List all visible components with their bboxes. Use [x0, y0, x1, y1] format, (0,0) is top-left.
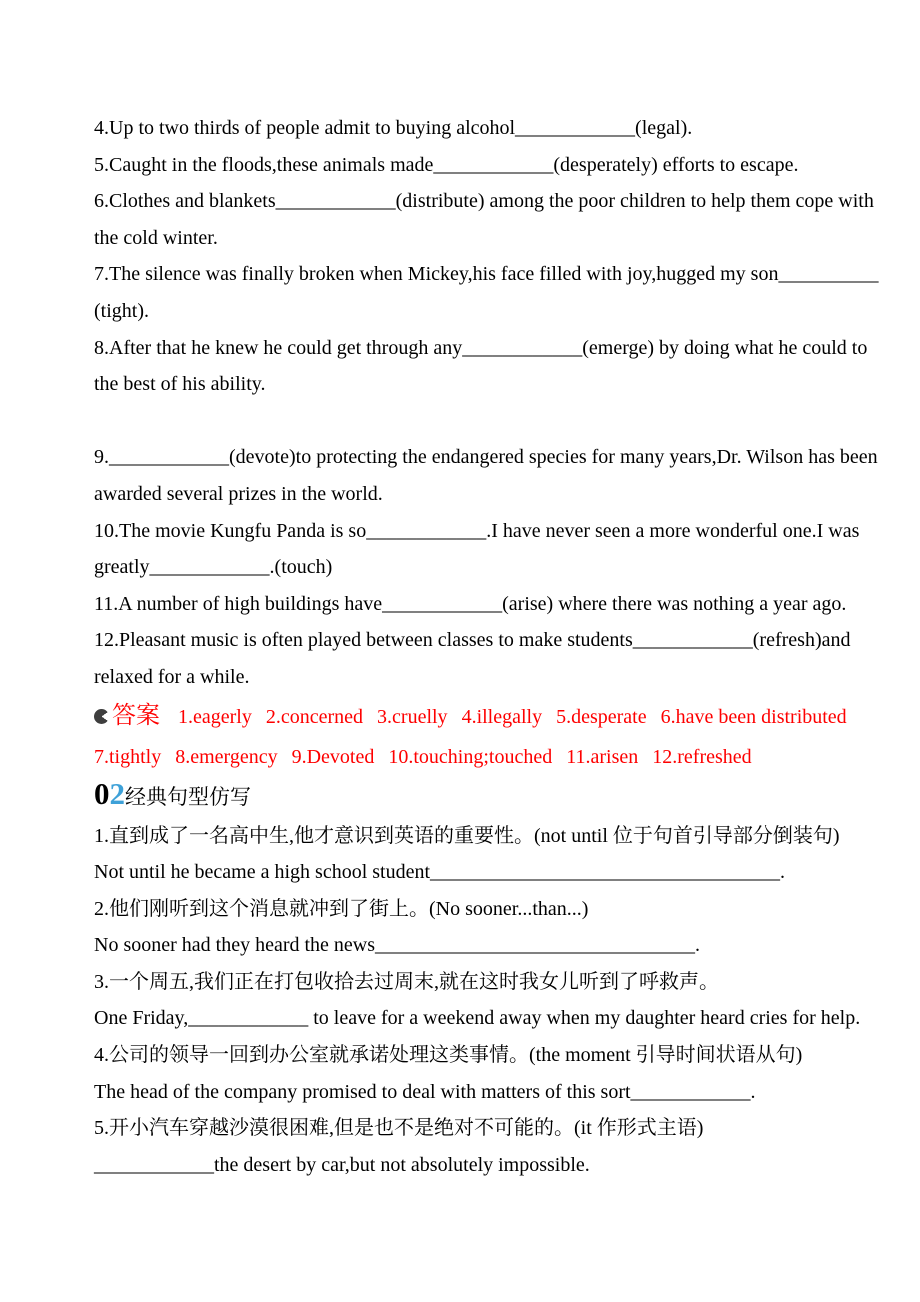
vocab-line-11: 11.A number of high buildings have____________(arise) where there was nothing a year ago. — [94, 592, 847, 615]
vocab-line-12a: 12.Pleasant music is often played between classes to make students____________(refresh)and — [94, 629, 851, 652]
answer-item: 1.eagerly — [178, 705, 252, 728]
answer-key — [94, 696, 847, 778]
pattern-item-5-cn: 5.开小汽车穿越沙漠很困难,但是也不是绝对不可能的。(it 作形式主语) — [94, 1117, 704, 1140]
vocab-line-7a: 7.The silence was finally broken when Mickey,his face filled with joy,hugged my son__________ — [94, 263, 879, 286]
answer-item: 7.tightly — [94, 745, 162, 768]
pattern-item-3-en: One Friday,____________ to leave for a weekend away when my daughter heard cries for help. — [94, 1007, 861, 1030]
pattern-item-2-cn: 2.他们刚听到这个消息就冲到了街上。(No sooner...than...) — [94, 897, 589, 920]
answer-item: 8.emergency — [175, 745, 278, 768]
vocab-line-9b: awarded several prizes in the world. — [94, 482, 383, 505]
pattern-item-4-cn: 4.公司的领导一回到办公室就承诺处理这类事情。(the moment 引导时间状语从句) — [94, 1044, 803, 1067]
vocab-line-10a: 10.The movie Kungfu Panda is so____________.I have never seen a more wonderful one.I was — [94, 519, 860, 542]
section-heading — [94, 775, 826, 811]
answer-item: 4.illegally — [461, 705, 543, 728]
answer-item: 6.have been distributed — [660, 705, 847, 728]
answer-label: 答案 — [112, 702, 160, 729]
pattern-item-1-cn: 1.直到成了一名高中生,他才意识到英语的重要性。(not until 位于句首引导部分倒装句) — [94, 824, 840, 847]
vocab-line-4: 4.Up to two thirds of people admit to buying alcohol____________(legal). — [94, 117, 693, 139]
pattern-item-3-cn: 3.一个周五,我们正在打包收拾去过周末,就在这时我女儿听到了呼救声。 — [94, 970, 719, 993]
vocab-line-7b: (tight). — [94, 299, 149, 322]
answer-line-1 — [94, 696, 847, 737]
answer-item: 10.touching;touched — [388, 745, 553, 768]
answer-bullet-icon — [94, 709, 109, 724]
pattern-section — [94, 818, 861, 1184]
answer-item: 5.desperate — [556, 705, 647, 728]
vocab-line-9a: 9.____________(devote)to protecting the endangered species for many years,Dr. Wilson has been — [94, 446, 878, 469]
pattern-item-4-en: The head of the company promised to deal with matters of this sort____________. — [94, 1080, 756, 1103]
answer-item: 3.cruelly — [377, 705, 448, 728]
vocab-line-5: 5.Caught in the floods,these animals made____________(desperately) efforts to escape. — [94, 153, 799, 176]
answer-item: 2.concerned — [265, 705, 364, 728]
pattern-item-5-en: ____________the desert by car,but not absolutely impossible. — [94, 1153, 590, 1176]
section-number-black: 0 — [94, 775, 110, 811]
answer-item: 12.refreshed — [652, 745, 752, 768]
section-title: 经典句型仿写 — [125, 784, 251, 809]
answer-item: 9.Devoted — [291, 745, 375, 768]
vocab-line-12b: relaxed for a while. — [94, 665, 250, 688]
answer-item: 11.arisen — [566, 745, 639, 768]
vocab-line-6b: the cold winter. — [94, 226, 218, 249]
answer-line-2 — [94, 737, 826, 778]
vocab-line-8a: 8.After that he knew he could get through any____________(emerge) by doing what he could to — [94, 336, 868, 359]
blank-line — [94, 403, 826, 440]
vocab-line-10b: greatly____________.(touch) — [94, 556, 333, 579]
section-number-blue: 2 — [109, 775, 125, 811]
pattern-item-2-en: No sooner had they heard the news________________________________. — [94, 934, 701, 957]
vocab-line-8b: the best of his ability. — [94, 373, 266, 396]
pattern-item-1-en: Not until he became a high school student___________________________________. — [94, 861, 786, 884]
vocab-line-6a: 6.Clothes and blankets____________(distribute) among the poor children to help them cope with — [94, 190, 874, 213]
